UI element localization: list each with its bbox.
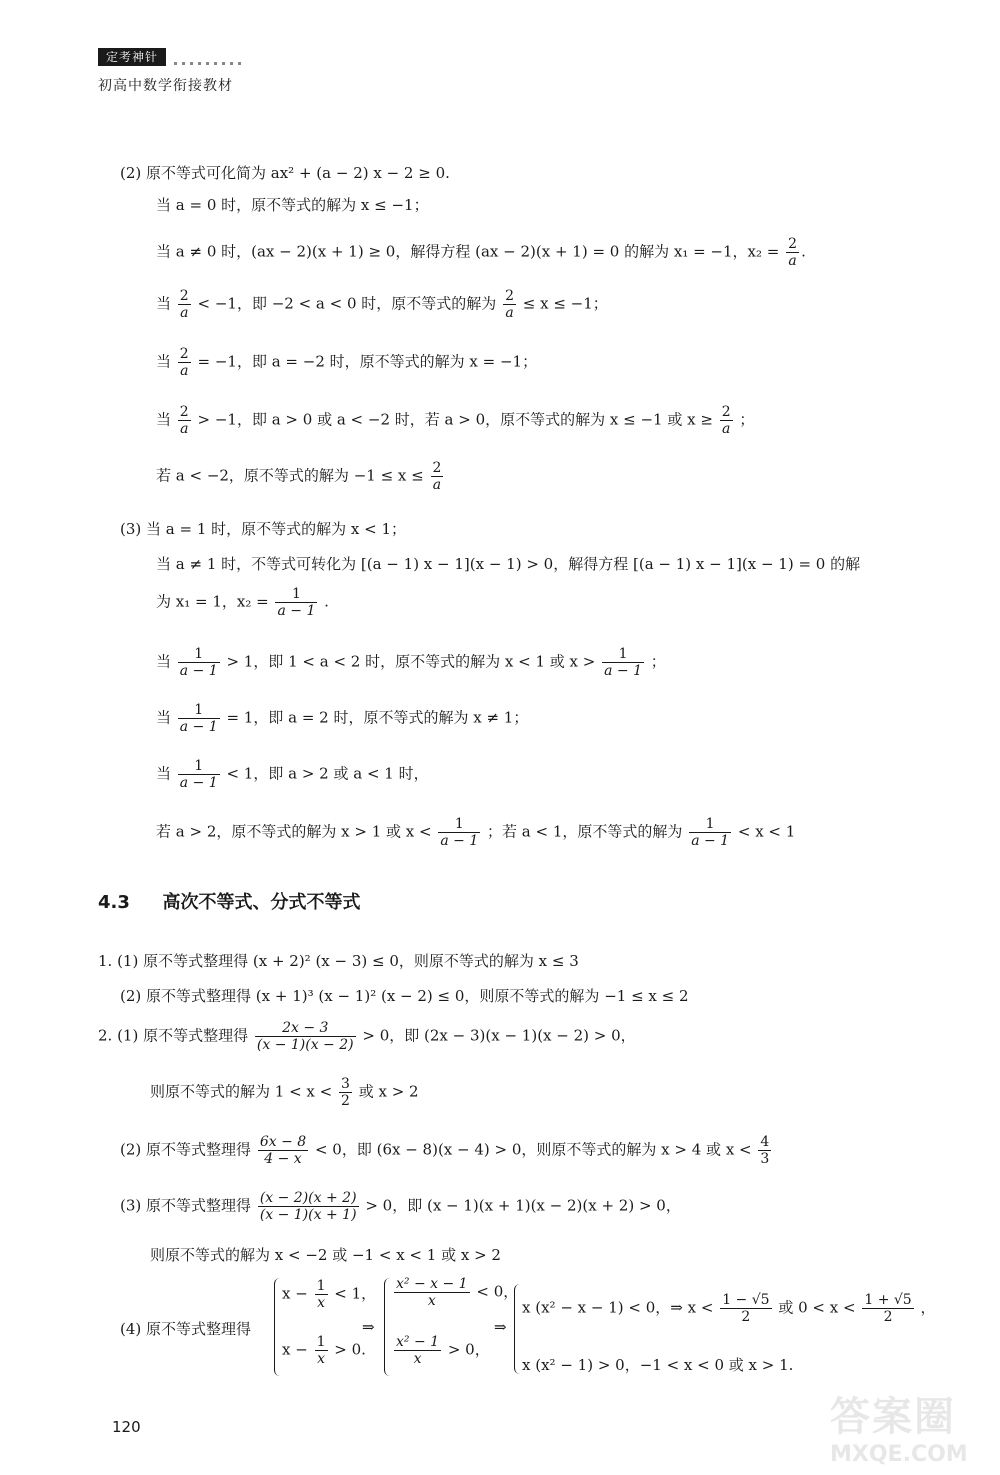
left-brace (384, 1278, 391, 1376)
fraction: $\frac{4}{3}$ (760, 1134, 770, 1168)
system2-line1: $\frac{\text{x² − x − 1}}{x}$ < 0， (396, 1276, 519, 1310)
system3-line2: x (x² − 1) > 0，−1 < x < 0 或 x > 1. (522, 1356, 794, 1374)
fraction: $\frac{1 - √5}{2}$ (722, 1292, 770, 1326)
fraction: $\frac{3}{2}$ (341, 1076, 350, 1110)
q2-part2: (2) 原不等式整理得 $\frac{6x - 8}{4 - x}$ < 0，即 (6x − 8)(x − 4) > 0，则原不等式的解为 x > 4 或 x < $\frac{4}{3}$ (120, 1134, 770, 1168)
q1-part1: 1. (1) 原不等式整理得 (x + 2)² (x − 3) ≤ 0，则原不等式的解为 x ≤ 3 (98, 952, 579, 970)
fraction: $\frac{2}{a}$ (179, 404, 189, 438)
line-3-case-greater: 当 $\frac{1}{a - 1}$ > 1，即 1 < a < 2 时，原不等式的解为 x < 1 或 x > $\frac{1}{a - 1}$ ； (156, 646, 666, 680)
line-a-less-neg2: 若 a < −2，原不等式的解为 −1 ≤ x ≤ $\frac{2}{a}$ (156, 460, 442, 494)
system1-line1: x − $\frac{1}{x}$ < 1， (282, 1278, 377, 1312)
section-heading (98, 888, 360, 914)
watermark-logo-text: 答案圈 (830, 1394, 956, 1440)
q2-part1-solution: 则原不等式的解为 1 < x < $\frac{3}{2}$ 或 x > 2 (150, 1076, 419, 1110)
book-title: 初高中数学衔接教材 (98, 78, 233, 94)
line-3-case-less: 当 $\frac{1}{a - 1}$ < 1，即 a > 2 或 a < 1 时， (156, 758, 429, 792)
line-3-roots: 为 x₁ = 1，x₂ = $\frac{1}{a - 1}$ . (156, 586, 329, 620)
line-a-zero: 当 a = 0 时，原不等式的解为 x ≤ −1； (156, 196, 429, 214)
section-number: 4.3 (98, 892, 130, 913)
fraction: $\frac{6x - 8}{4 - x}$ (259, 1134, 307, 1168)
implies-arrow: ⇒ (362, 1318, 375, 1336)
q2-part3-solution: 则原不等式的解为 x < −2 或 −1 < x < 1 或 x > 2 (150, 1246, 501, 1264)
line-a-nonzero: 当 a ≠ 0 时，(ax − 2)(x + 1) ≥ 0，解得方程 (ax − 2)(x + 1) = 0 的解为 x₁ = −1，x₂ = $\frac{2}{a}$ . (156, 236, 806, 270)
line-3-conclusion: 若 a > 2，原不等式的解为 x > 1 或 x < $\frac{1}{a - 1}$ ；若 a < 1，原不等式的解为 $\frac{1}{a - 1}$ < x < 1 (156, 816, 796, 850)
system3-line1: x (x² − x − 1) < 0，⇒ x < $\frac{1 - √5}{2}$ 或 0 < x < $\frac{1 + √5}{2}$ ， (522, 1292, 936, 1326)
series-badge: 定考神针 (98, 48, 166, 66)
fraction: $\frac{1}{x}$ (316, 1278, 326, 1312)
line-3-transform: 当 a ≠ 1 时，不等式可转化为 [(a − 1) x − 1](x − 1) > 0，解得方程 [(a − 1) x − 1](x − 1) = 0 的解 (156, 555, 861, 573)
fraction: $\frac{2}{a}$ (432, 460, 442, 494)
fraction: $\frac{1}{x}$ (316, 1334, 326, 1368)
line-case-less: 当 $\frac{2}{a}$ < −1，即 −2 < a < 0 时，原不等式的解为 $\frac{2}{a}$ ≤ x ≤ −1； (156, 288, 608, 322)
line-3-case-equal: 当 $\frac{1}{a - 1}$ = 1，即 a = 2 时，原不等式的解为 x ≠ 1； (156, 702, 529, 736)
fraction: $\frac{2x - 3}{(x - 1)(x - 2)}$ (256, 1020, 354, 1054)
fraction: $\frac{1}{a - 1}$ (440, 816, 479, 850)
line-case-equal: 当 $\frac{2}{a}$ = −1，即 a = −2 时，原不等式的解为 x = −1； (156, 346, 538, 380)
implies-arrow: ⇒ (494, 1318, 507, 1336)
fraction: $\frac{(x - 2)(x + 2)}{(x - 1)(x + 1)}$ (259, 1190, 357, 1224)
fraction: $\frac{1}{a - 1}$ (691, 816, 730, 850)
left-brace (274, 1278, 281, 1376)
fraction: $\frac{1 + √5}{2}$ (864, 1292, 912, 1326)
system2-line2: $\frac{\text{x² − 1}}{x}$ > 0， (396, 1334, 490, 1368)
watermark-url: MXQE.COM (830, 1442, 968, 1467)
line-2-intro: (2) 原不等式可化简为 ax² + (a − 2) x − 2 ≥ 0. (120, 164, 450, 182)
fraction: $\frac{2}{a}$ (721, 404, 731, 438)
line-3-intro: (3) 当 a = 1 时，原不等式的解为 x < 1； (120, 520, 407, 538)
fraction: $\frac{1}{a - 1}$ (179, 646, 218, 680)
fraction: $\frac{2}{a}$ (505, 288, 514, 322)
q2-part4-label: (4) 原不等式整理得 (120, 1320, 252, 1338)
q2-part1: 2. (1) 原不等式整理得 $\frac{2x - 3}{(x - 1)(x - 2)}$ > 0，即 (2x − 3)(x − 1)(x − 2) > 0， (98, 1020, 636, 1054)
fraction: $\frac{1}{a - 1}$ (179, 758, 218, 792)
system1-line2: x − $\frac{1}{x}$ > 0. (282, 1334, 366, 1368)
watermark (830, 1385, 980, 1465)
section-title: 高次不等式、分式不等式 (162, 892, 361, 913)
q1-part2: (2) 原不等式整理得 (x + 1)³ (x − 1)² (x − 2) ≤ 0，则原不等式的解为 −1 ≤ x ≤ 2 (120, 987, 689, 1005)
left-brace (514, 1284, 521, 1374)
fraction: $\frac{1}{a - 1}$ (179, 702, 218, 736)
line-case-greater: 当 $\frac{2}{a}$ > −1，即 a > 0 或 a < −2 时，若 a > 0，原不等式的解为 x ≤ −1 或 x ≥ $\frac{2}{a}$ ； (156, 404, 755, 438)
fraction: $\frac{2}{a}$ (179, 288, 189, 322)
page-number: 120 (112, 1418, 141, 1436)
fraction: $\frac{1}{a - 1}$ (277, 586, 316, 620)
header-dots-decoration (174, 62, 244, 65)
fraction: $\frac{\text{x² − x − 1}}{x}$ (396, 1276, 468, 1310)
fraction: $\frac{2}{a}$ (788, 236, 798, 270)
fraction: $\frac{1}{a - 1}$ (604, 646, 643, 680)
fraction: $\frac{\text{x² − 1}}{x}$ (396, 1334, 440, 1368)
fraction: $\frac{2}{a}$ (179, 346, 189, 380)
q2-part3: (3) 原不等式整理得 $\frac{(x - 2)(x + 2)}{(x - 1)(x + 1)}$ > 0，即 (x − 1)(x + 1)(x − 2)(x + 2) > 0， (120, 1190, 681, 1224)
